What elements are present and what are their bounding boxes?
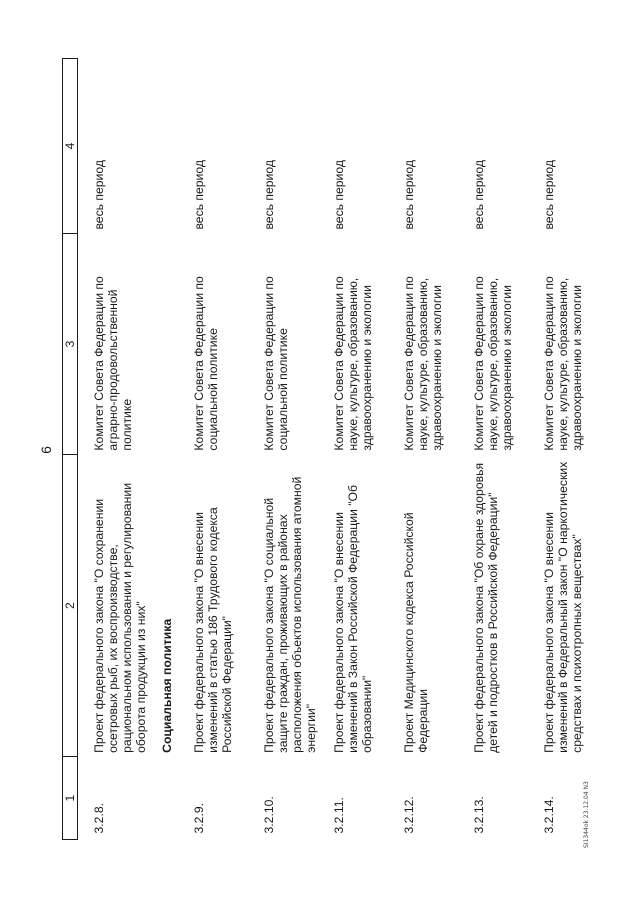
- table-row: [458, 59, 528, 840]
- item-responsible: Комитет Совета Федерации по науке, культуре, образованию, здравоохранению и экологии: [472, 276, 514, 451]
- plan-table: [62, 58, 598, 840]
- item-description: Проект федерального закона "О социальной защите граждан, проживающих в районах расположения объектов использования атомной энергии": [262, 476, 318, 753]
- document-footer-code: SI1344ok 23.12.04 N3: [583, 781, 590, 848]
- item-description: Проект федерального закона "О внесении изменений в Закон Российской Федерации "Об образовании": [332, 484, 374, 753]
- item-description: Проект Медицинского кодекса Российской Федерации: [402, 512, 430, 753]
- item-term: весь период: [332, 160, 346, 230]
- item-description: Проект федерального закона "О сохранении осетровых рыб, их воспроизводстве, рациональном использовании и регулировании оборота продукции из них": [92, 482, 148, 753]
- column-header-3: 3: [63, 234, 78, 455]
- table-row: [248, 59, 318, 840]
- item-responsible: Комитет Совета Федерации по науке, культуре, образованию, здравоохранению и экологии: [542, 276, 584, 451]
- rotated-page: [40, 50, 600, 850]
- item-description: Проект федерального закона "Об охране здоровья детей и подростков в Российской Федерации": [472, 462, 500, 753]
- table-row: [178, 59, 248, 840]
- section-heading: Социальная политика: [160, 618, 174, 753]
- item-number: 3.2.8.: [92, 803, 106, 834]
- item-responsible: Комитет Совета Федерации по аграрно-продовольственной политике: [92, 276, 134, 451]
- item-number: 3.2.12.: [402, 796, 416, 834]
- item-responsible: Комитет Совета Федерации по социальной политике: [192, 276, 220, 451]
- item-term: весь период: [472, 160, 486, 230]
- item-description: Проект федерального закона "О внесении изменений в статью 186 Трудового кодекса Российской Федерации": [192, 507, 234, 753]
- item-responsible: Комитет Совета Федерации по социальной политике: [262, 276, 290, 451]
- item-number: 3.2.9.: [192, 803, 206, 834]
- item-number: 3.2.13.: [472, 796, 486, 834]
- item-number: 3.2.14.: [542, 796, 556, 834]
- table-row: [78, 59, 149, 840]
- table-row: [528, 59, 598, 840]
- column-header-2: 2: [63, 455, 78, 757]
- column-header-4: 4: [63, 59, 78, 234]
- item-term: весь период: [402, 160, 416, 230]
- item-term: весь период: [262, 160, 276, 230]
- item-responsible: Комитет Совета Федерации по науке, культуре, образованию, здравоохранению и экологии: [332, 276, 374, 451]
- table-row: [318, 59, 388, 840]
- table-row: [388, 59, 458, 840]
- item-description: Проект федерального закона "О внесении изменений в Федеральный закон "О наркотических средствах и психотропных веществах": [542, 461, 584, 753]
- item-number: 3.2.11.: [332, 797, 346, 834]
- item-term: весь период: [92, 160, 106, 230]
- column-number-row: [63, 59, 78, 840]
- item-term: весь период: [192, 160, 206, 230]
- page-number: 6: [38, 446, 54, 454]
- item-number: 3.2.10.: [262, 796, 276, 834]
- column-header-1: 1: [63, 757, 78, 840]
- item-term: весь период: [542, 160, 556, 230]
- section-row: [148, 59, 178, 840]
- item-responsible: Комитет Совета Федерации по науке, культуре, образованию, здравоохранению и экологии: [402, 276, 444, 451]
